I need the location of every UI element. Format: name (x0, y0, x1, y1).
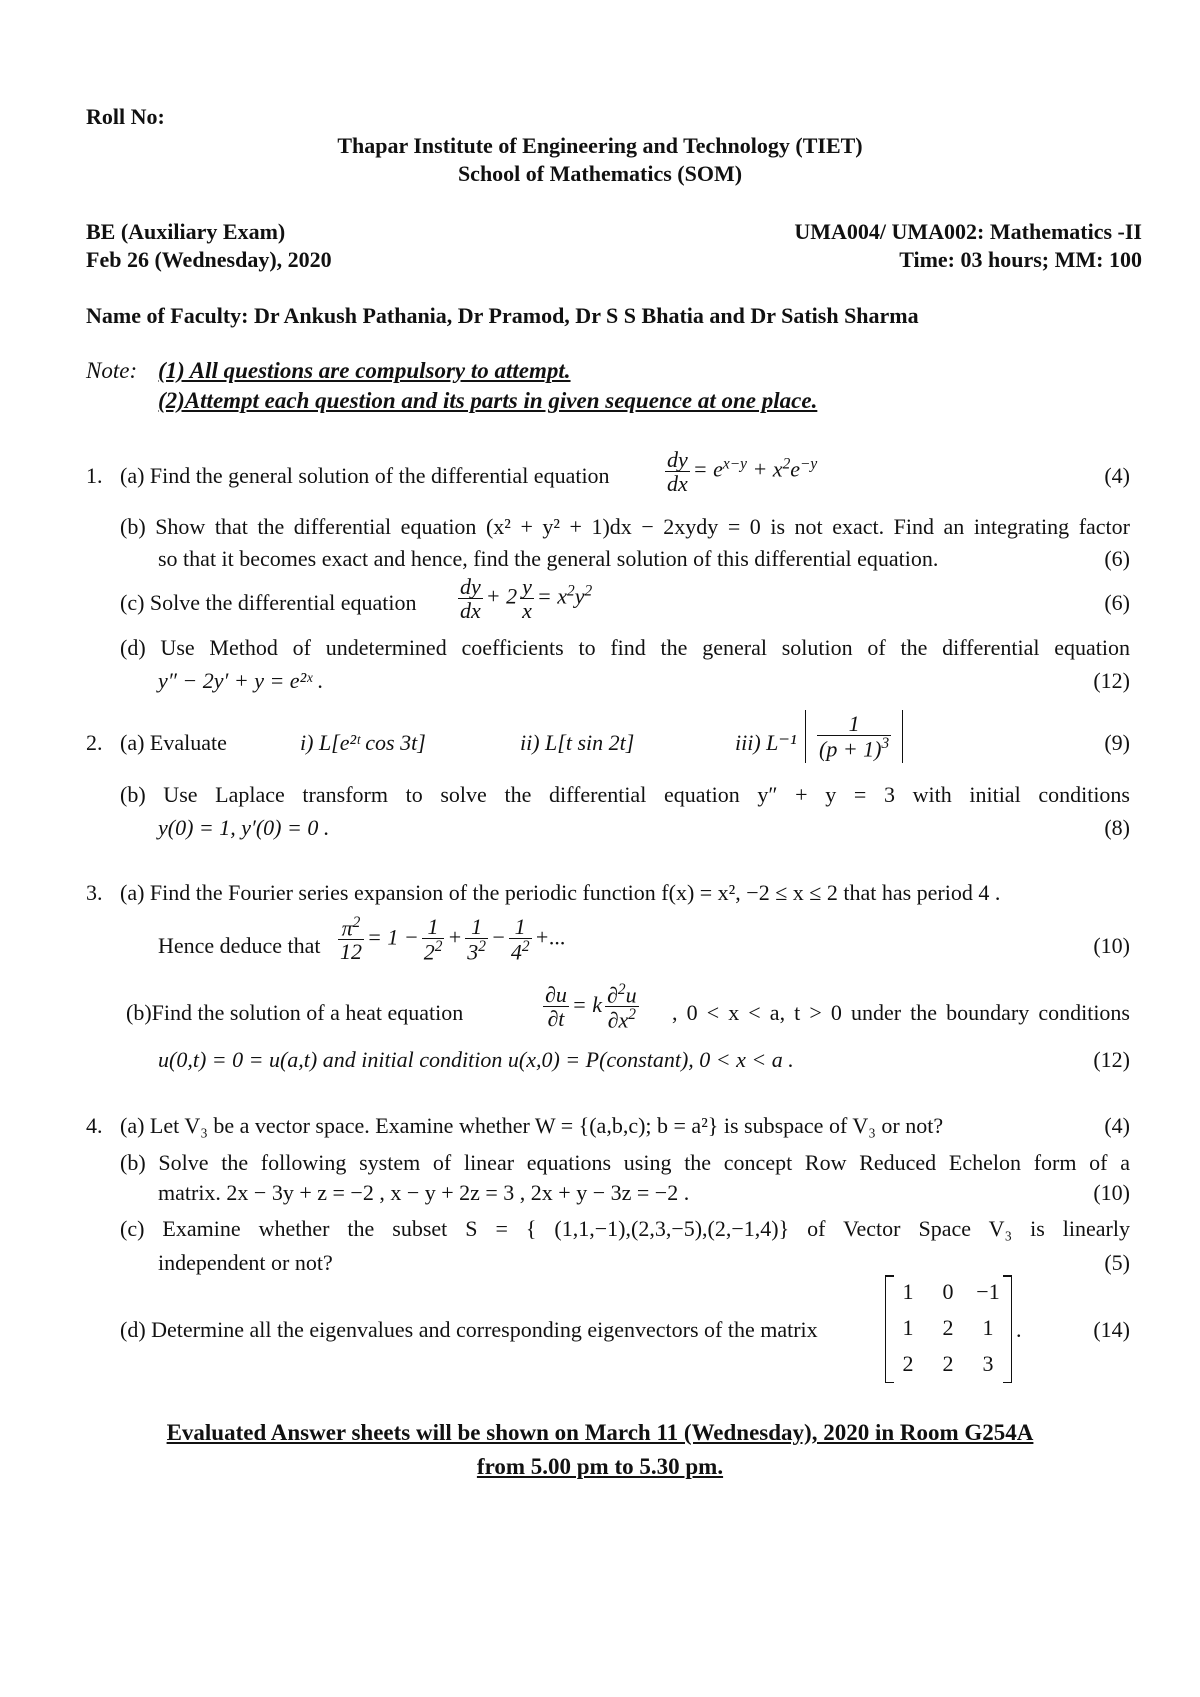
exam-time-marks: Time: 03 hours; MM: 100 (899, 247, 1142, 272)
faculty-names: Name of Faculty: Dr Ankush Pathania, Dr Pramod, Dr S S Bhatia and Dr Satish Sharma (86, 303, 919, 328)
note-label: Note: (86, 358, 138, 383)
matrix-cell: −1 (976, 1279, 1000, 1304)
q1b-line-1: (b) Show that the differential equation (x² + y² + 1)dx − 2xydy = 0 is not exact. Find an integrating factor (120, 514, 1130, 539)
q3b-heat-equation: $\frac{\partial u}{\partial t}$ = k $\frac{\partial^2u}{\partial x^2}$ (545, 981, 637, 1033)
q4c-line-2: independent or not? (158, 1250, 333, 1275)
q4c-line-1: (c) Examine whether the subset S = { (1,1,−1),(2,3,−5),(2,−1,4)} of Vector Space V₃ is linearly (120, 1216, 1130, 1241)
matrix-cell: 2 (942, 1351, 954, 1376)
q1a-equation: $\frac{dy}{dx}$ = $e^{x-y} + x^2e^{-y}$ (667, 447, 818, 497)
q1d-line-2: y″ − 2y′ + y = e²ˣ . (158, 668, 324, 693)
q4b-line-2: matrix. 2x − 3y + z = −2 , x − y + 2z = 3 , 2x + y − 3z = −2 . (158, 1180, 690, 1205)
matrix-cell: 2 (942, 1315, 954, 1340)
q4a-marks: (4) (1104, 1113, 1130, 1138)
q4d-marks: (14) (1093, 1317, 1130, 1342)
matrix-cell: 1 (902, 1315, 914, 1340)
matrix-row (886, 1279, 1011, 1313)
matrix-cell: 1 (982, 1315, 994, 1340)
matrix-cell: 3 (982, 1351, 994, 1376)
q4a-text: (a) Let V₃ be a vector space. Examine whether W = {(a,b,c); b = a²} is subspace of V₃ or not? (120, 1113, 944, 1138)
q1c-equation: $\frac{dy}{dx}$ + 2 $\frac{y}{x}$ = $x^2y^2$ (460, 574, 593, 624)
roll-no-label: Roll No: (86, 104, 165, 129)
q3a-line-1: (a) Find the Fourier series expansion of the periodic function f(x) = x², −2 ≤ x ≤ 2 that has period 4 . (120, 880, 1001, 905)
q1d-line-1: (d) Use Method of undetermined coefficients to find the general solution of the differential equation (120, 635, 1130, 660)
q2a-part-i: i) L[e²ᵗ cos 3t] (300, 730, 426, 755)
q2b-line-2: y(0) = 1, y′(0) = 0 . (158, 815, 330, 840)
note-line-1: (1) All questions are compulsory to attempt. (158, 358, 571, 383)
q3b-line-2: u(0,t) = 0 = u(a,t) and initial condition u(x,0) = P(constant), 0 < x < a . (158, 1047, 794, 1072)
q1c-text: (c) Solve the differential equation (120, 590, 417, 615)
matrix-cell: 2 (902, 1351, 914, 1376)
question-1-number: 1. (86, 463, 103, 488)
course-code: UMA004/ UMA002: Mathematics -II (794, 219, 1142, 244)
q3a-marks: (10) (1093, 933, 1130, 958)
q2a-part-iii: iii) L⁻¹ (735, 730, 797, 755)
q1b-marks: (6) (1104, 546, 1130, 571)
school-title: School of Mathematics (SOM) (457, 161, 743, 186)
exam-date: Feb 26 (Wednesday), 2020 (86, 247, 332, 272)
footer-line-1: Evaluated Answer sheets will be shown on March 11 (Wednesday), 2020 in Room G254A (166, 1420, 1034, 1445)
question-2-number: 2. (86, 730, 103, 755)
q2a-part-iii-fraction: $\frac{1}{(p + 1)^3}$ (805, 710, 903, 763)
q4b-line-1: (b) Solve the following system of linear equations using the concept Row Reduced Echelon form of a (120, 1150, 1130, 1175)
q1d-marks: (12) (1093, 668, 1130, 693)
matrix-cell: 0 (942, 1279, 954, 1304)
question-3-number: 3. (86, 880, 103, 905)
q2a-text: (a) Evaluate (120, 730, 227, 755)
q3b-marks: (12) (1093, 1047, 1130, 1072)
q4d-text: (d) Determine all the eigenvalues and corresponding eigenvectors of the matrix (120, 1317, 818, 1342)
note-line-2: (2)Attempt each question and its parts in given sequence at one place. (158, 388, 818, 413)
matrix-cell: 1 (902, 1279, 914, 1304)
q1a-text: (a) Find the general solution of the differential equation (120, 463, 610, 488)
q1b-line-2: so that it becomes exact and hence, find the general solution of this differential equation. (158, 546, 939, 571)
q3b-line-1a: (b)Find the solution of a heat equation (126, 1000, 464, 1025)
q1a-marks: (4) (1104, 463, 1130, 488)
q3a-series: $\frac{\pi^2}{12}$ = 1 − $\frac{1}{2^2}$ + $\frac{1}{3^2}$ − $\frac{1}{4^2}$ +... (340, 914, 566, 965)
q4c-marks: (5) (1104, 1250, 1130, 1275)
institute-title: Thapar Institute of Engineering and Technology (TIET) (337, 133, 863, 158)
q2b-marks: (8) (1104, 815, 1130, 840)
footer-line-2: from 5.00 pm to 5.30 pm. (476, 1454, 724, 1479)
matrix-period: . (1016, 1317, 1022, 1342)
q1c-marks: (6) (1104, 590, 1130, 615)
q2b-line-1: (b) Use Laplace transform to solve the differential equation y″ + y = 3 with initial conditions (120, 782, 1130, 807)
exam-type: BE (Auxiliary Exam) (86, 219, 286, 244)
q4b-marks: (10) (1093, 1180, 1130, 1205)
q3a-line-2: Hence deduce that (158, 933, 321, 958)
question-4-number: 4. (86, 1113, 103, 1138)
matrix-row (886, 1351, 1011, 1385)
q2a-part-ii: ii) L[t sin 2t] (520, 730, 635, 755)
q2a-marks: (9) (1104, 730, 1130, 755)
matrix-row (886, 1315, 1011, 1349)
q3b-line-1b: , 0 < x < a, t > 0 under the boundary conditions (672, 1000, 1130, 1025)
eigen-matrix (885, 1275, 1012, 1383)
